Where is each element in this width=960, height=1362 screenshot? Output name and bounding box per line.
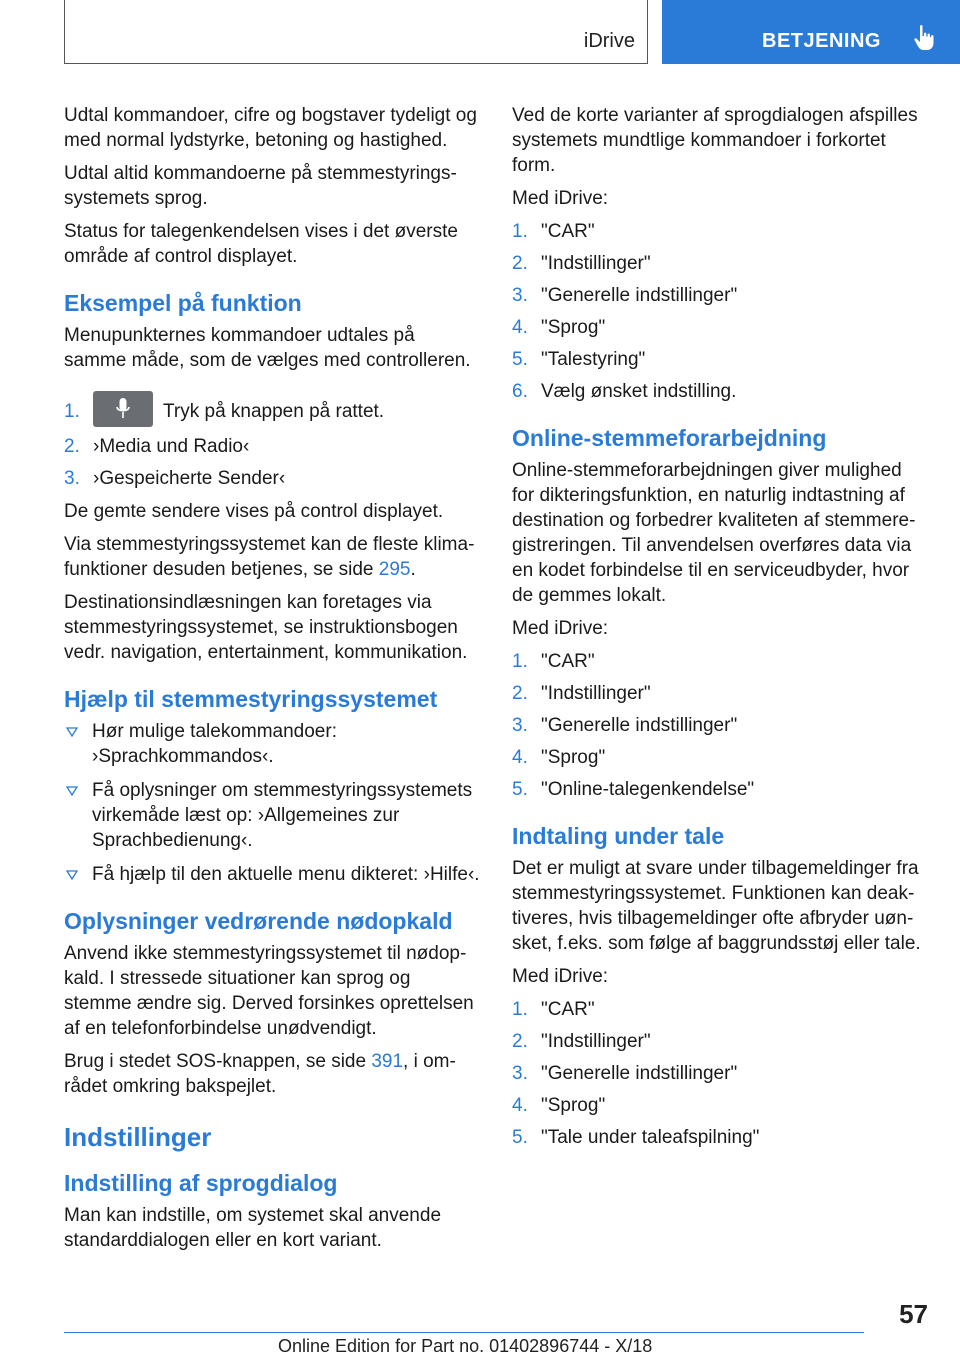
step-number: 4.	[512, 317, 528, 338]
step-text: "Indstillinger"	[541, 1031, 651, 1052]
list-item	[512, 1029, 928, 1054]
header-title: iDrive	[583, 30, 635, 52]
step-text: "Sprog"	[541, 1095, 606, 1116]
list-item	[512, 997, 928, 1022]
text-span: , i området omkring bakspejlet.	[64, 1051, 456, 1097]
step-number: 1.	[512, 651, 528, 672]
step-number: 3.	[512, 285, 528, 306]
step-number: 5.	[512, 349, 528, 370]
settings-heading: Indstillinger	[64, 1122, 212, 1152]
list-item	[64, 434, 480, 459]
step-number: 2.	[512, 1031, 528, 1052]
step-number: 1.	[512, 999, 528, 1020]
emergency-heading: Oplysninger vedrørende nødopkald	[64, 908, 453, 934]
section-tab	[662, 0, 960, 64]
step-text: "Generelle indstillinger"	[541, 285, 738, 306]
list-item	[512, 283, 928, 308]
list-item	[512, 745, 928, 770]
example-after-1: De gemte sendere vises på control displayet.	[64, 501, 444, 522]
intro-paragraph-2: Udtal altid kommandoerne på stemmestyringssystemets sprog.	[64, 163, 457, 209]
online-heading: Online-stemmeforarbejdning	[512, 425, 827, 451]
step-number: 2.	[64, 436, 80, 457]
step-number: 2.	[512, 683, 528, 704]
step-number: 1.	[64, 401, 80, 422]
example-text: Menupunkternes kommandoer udtales på samme måde, som de vælges med controlleren.	[64, 325, 471, 371]
step-text: "Generelle indstillinger"	[541, 715, 738, 736]
microphone-icon	[115, 397, 131, 421]
list-item	[512, 1125, 928, 1150]
step-number: 3.	[512, 715, 528, 736]
bullet-text: Få hjælp til den aktuelle menu dikteret: ›Hilfe‹.	[92, 864, 480, 885]
step-number: 1.	[512, 221, 528, 242]
example-heading: Eksempel på funktion	[64, 290, 302, 316]
list-item	[64, 862, 480, 887]
emergency-text-2	[64, 1049, 480, 1099]
triangle-bullet-icon	[66, 870, 78, 880]
step-number: 5.	[512, 779, 528, 800]
intro-paragraph-3: Status for talegenkendelsen vises i det øverste område af control displayet.	[64, 221, 458, 267]
step-text: ›Gespeicherte Sender‹	[93, 468, 286, 489]
step-text: "Talestyring"	[541, 349, 646, 370]
with-idrive-label: Med iDrive:	[512, 618, 609, 639]
footer-divider	[64, 1332, 864, 1333]
settings-text: Man kan indstille, om systemet skal anvende standarddialogen eller en kort variant.	[64, 1205, 442, 1251]
step-number: 6.	[512, 381, 528, 402]
list-item	[64, 466, 480, 491]
step-number: 3.	[64, 468, 80, 489]
step-text: "Tale under taleafspilning"	[541, 1127, 760, 1148]
step-text: "CAR"	[541, 651, 595, 672]
list-item	[512, 1093, 928, 1118]
list-item	[512, 777, 928, 802]
step-text: Tryk på knappen på rattet.	[163, 401, 385, 422]
with-idrive-label: Med iDrive:	[512, 188, 609, 209]
step-text: "CAR"	[541, 221, 595, 242]
speaking-heading: Indtaling under tale	[512, 823, 725, 849]
speaking-text: Det er muligt at svare under tilbagemeldinger fra stemmestyringssystemet. Funktionen kan deaktiveres, hvis tilbagemeldinger ofte afbryder uønsket, f.eks. som følge af baggrundsstøj eller tale.	[512, 858, 921, 954]
left-column	[64, 103, 480, 1261]
list-item	[512, 1061, 928, 1086]
with-idrive-label: Med iDrive:	[512, 966, 609, 987]
example-steps	[64, 391, 480, 491]
emergency-text: Anvend ikke stemmestyringssystemet til nødopkald. I stressede situationer kan sprog og stemme ændre sig. Derved forsinkes oprettelsen af en telefonforbindelse unødvendigt.	[64, 943, 474, 1039]
section-tab-label: BETJENING	[762, 30, 881, 52]
list-item	[512, 379, 928, 404]
step-text: "Generelle indstillinger"	[541, 1063, 738, 1084]
help-bullets	[64, 719, 480, 887]
triangle-bullet-icon	[66, 786, 78, 796]
step-text: "Sprog"	[541, 317, 606, 338]
text-span: Brug i stedet SOS-knappen, se side	[64, 1051, 372, 1072]
list-item	[512, 315, 928, 340]
bullet-text: Hør mulige talekommandoer: ›Sprachkommandos‹.	[92, 721, 337, 767]
list-item	[64, 778, 480, 853]
bullet-text: Få oplysninger om stemmestyringssystemets virkemåde læst op: ›Allgemeines zur Sprachbedienung‹.	[92, 780, 473, 851]
list-item	[512, 251, 928, 276]
page-number: 57	[899, 1299, 928, 1329]
step-text: "Indstillinger"	[541, 253, 651, 274]
list-item	[512, 649, 928, 674]
step-text: "CAR"	[541, 999, 595, 1020]
list-item	[512, 347, 928, 372]
step-text: "Online-talegenkendelse"	[541, 779, 755, 800]
list-item	[512, 681, 928, 706]
triangle-bullet-icon	[66, 727, 78, 737]
help-heading: Hjælp til stemmestyringssystemet	[64, 686, 438, 712]
text-span: .	[410, 559, 416, 580]
voice-button-image	[93, 391, 153, 427]
step-text: "Sprog"	[541, 747, 606, 768]
right-column	[512, 103, 928, 1158]
dialog-steps	[512, 219, 928, 404]
page-link-391[interactable]: 391	[371, 1051, 404, 1072]
hand-pointer-icon	[912, 24, 936, 52]
step-number: 2.	[512, 253, 528, 274]
page-link-295[interactable]: 295	[378, 559, 411, 580]
step-text: ›Media und Radio‹	[93, 436, 250, 457]
text-span: Via stemmestyringssystemet kan de fleste klimafunktioner desuden betjenes, se side	[64, 534, 475, 580]
online-steps	[512, 649, 928, 802]
list-item	[64, 719, 480, 769]
online-text: Online-stemmeforarbejdningen giver mulighed for dikteringsfunktion, en naturlig indtastning af destination og forbedrer kvaliteten af stemmeregistreringen. Til anvendelsen overføres data via en kodet forbindelse til en serviceudbyder, hvor de gemmes lokalt.	[512, 460, 916, 606]
settings-subheading: Indstilling af sprogdialog	[64, 1170, 338, 1196]
step-text: Vælg ønsket indstilling.	[541, 381, 737, 402]
example-after-3: Destinationsindlæsningen kan foretages via stemmestyringssystemet, se instruktionsbogen vedr. navigation, entertainment, kommunikation.	[64, 592, 468, 663]
footer-edition: Online Edition for Part no. 01402896744 - X/18	[278, 1336, 653, 1356]
list-item	[512, 713, 928, 738]
step-number: 4.	[512, 747, 528, 768]
example-after-2	[64, 532, 480, 582]
step-text: "Indstillinger"	[541, 683, 651, 704]
step-number: 5.	[512, 1127, 528, 1148]
header-box	[64, 0, 648, 64]
speaking-steps	[512, 997, 928, 1150]
step-number: 4.	[512, 1095, 528, 1116]
step-number: 3.	[512, 1063, 528, 1084]
list-item	[512, 219, 928, 244]
intro-paragraph-1: Udtal kommandoer, cifre og bogstaver tydeligt og med normal lydstyrke, betoning og hastighed.	[64, 105, 477, 151]
right-intro: Ved de korte varianter af sprogdialogen afspilles systemets mundtlige kommandoer i forkortet form.	[512, 105, 918, 176]
list-item	[64, 391, 480, 427]
